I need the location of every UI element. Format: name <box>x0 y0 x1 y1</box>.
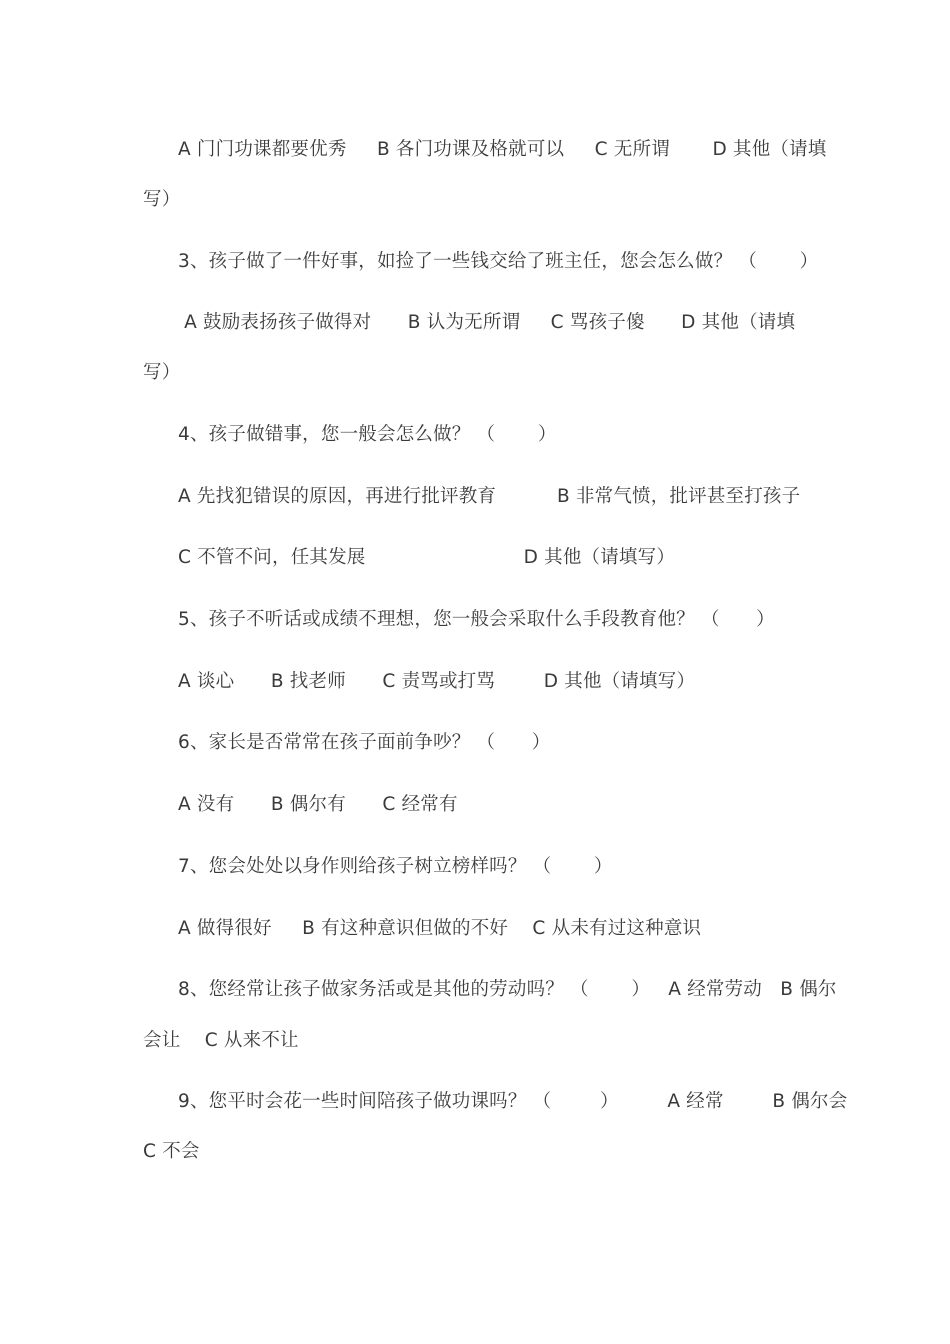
question-9-cont: C 不会 <box>143 1141 200 1162</box>
option-line-q5: A 谈心 B 找老师 C 责骂或打骂 D 其他（请填写） <box>178 671 696 692</box>
question-3: 3、孩子做了一件好事，如捡了一些钱交给了班主任，您会怎么做？ （ ） <box>178 251 819 272</box>
question-9: 9、您平时会花一些时间陪孩子做功课吗？ （ ） A 经常 B 偶尔会 <box>178 1091 848 1112</box>
question-7: 7、您会处处以身作则给孩子树立榜样吗？ （ ） <box>178 856 613 877</box>
question-8: 8、您经常让孩子做家务活或是其他的劳动吗？ （ ） A 经常劳动 B 偶尔 <box>178 979 837 1000</box>
option-line-q6: A 没有 B 偶尔有 C 经常有 <box>178 794 458 815</box>
question-6: 6、家长是否常常在孩子面前争吵？ （ ） <box>178 732 551 753</box>
option-line-q7: A 做得很好 B 有这种意识但做的不好 C 从未有过这种意识 <box>178 918 702 939</box>
option-line-q2-cont: 写） <box>143 189 181 210</box>
question-8-cont: 会让 C 从来不让 <box>143 1030 299 1051</box>
question-4: 4、孩子做错事，您一般会怎么做？ （ ） <box>178 424 557 445</box>
question-5: 5、孩子不听话或成绩不理想，您一般会采取什么手段教育他？ （ ） <box>178 609 775 630</box>
option-line-q4-b: C 不管不问，任其发展 D 其他（请填写） <box>178 547 676 568</box>
option-line-q3-cont: 写） <box>143 362 181 383</box>
option-line-q3: A 鼓励表扬孩子做得对 B 认为无所谓 C 骂孩子傻 D 其他（请填 <box>178 312 796 333</box>
option-line-q2: A 门门功课都要优秀 B 各门功课及格就可以 C 无所谓 D 其他（请填 <box>178 139 827 160</box>
option-line-q4-a: A 先找犯错误的原因，再进行批评教育 B 非常气愤，批评甚至打孩子 <box>178 486 801 507</box>
